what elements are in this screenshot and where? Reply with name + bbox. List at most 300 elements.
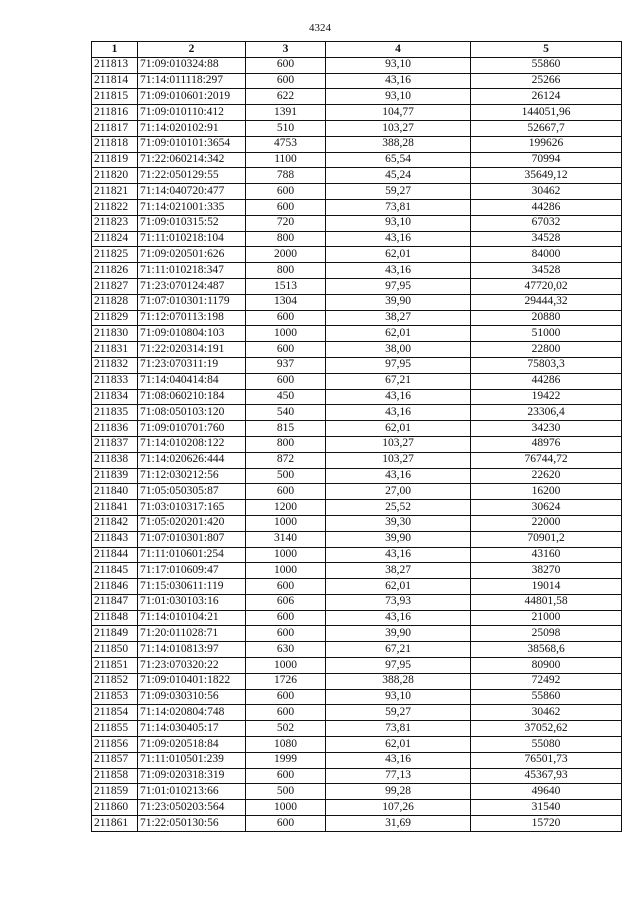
table-cell: 388,28 <box>326 136 471 152</box>
table-row <box>92 484 622 500</box>
table-cell: 71:11:010501:239 <box>138 752 246 768</box>
table-row <box>92 342 622 358</box>
table-body <box>92 57 622 831</box>
table-cell: 43,16 <box>326 405 471 421</box>
table-row <box>92 310 622 326</box>
table-cell: 211853 <box>92 689 138 705</box>
table-cell: 71:05:050305:87 <box>138 484 246 500</box>
table-cell: 44801,58 <box>471 594 622 610</box>
table-cell: 600 <box>246 310 326 326</box>
table-row <box>92 673 622 689</box>
table-row <box>92 215 622 231</box>
table-cell: 71:09:010804:103 <box>138 326 246 342</box>
table-cell: 70994 <box>471 152 622 168</box>
table-cell: 211819 <box>92 152 138 168</box>
table-cell: 211857 <box>92 752 138 768</box>
table-cell: 211830 <box>92 326 138 342</box>
table-cell: 34528 <box>471 231 622 247</box>
table-cell: 71:23:070124:487 <box>138 278 246 294</box>
table-cell: 510 <box>246 120 326 136</box>
table-row <box>92 326 622 342</box>
table-cell: 1391 <box>246 105 326 121</box>
table-cell: 71:09:010110:412 <box>138 105 246 121</box>
table-cell: 211833 <box>92 373 138 389</box>
table-row <box>92 468 622 484</box>
table-cell: 22800 <box>471 342 622 358</box>
table-cell: 76744,72 <box>471 452 622 468</box>
table-cell: 107,26 <box>326 800 471 816</box>
table-header-row <box>92 42 622 58</box>
table-cell: 71:14:010208:122 <box>138 436 246 452</box>
table-row <box>92 579 622 595</box>
table-cell: 38270 <box>471 563 622 579</box>
table-cell: 211836 <box>92 421 138 437</box>
table-cell: 43,16 <box>326 231 471 247</box>
table-cell: 43160 <box>471 547 622 563</box>
table-cell: 55860 <box>471 57 622 73</box>
table-cell: 55080 <box>471 737 622 753</box>
table-cell: 71:23:070311:19 <box>138 357 246 373</box>
table-cell: 15720 <box>471 816 622 832</box>
table-cell: 97,95 <box>326 658 471 674</box>
table-row <box>92 563 622 579</box>
table-cell: 59,27 <box>326 705 471 721</box>
table-cell: 630 <box>246 642 326 658</box>
table-row <box>92 294 622 310</box>
table-cell: 39,90 <box>326 531 471 547</box>
table-cell: 872 <box>246 452 326 468</box>
table-cell: 93,10 <box>326 57 471 73</box>
table-row <box>92 231 622 247</box>
table-cell: 1513 <box>246 278 326 294</box>
table-cell: 600 <box>246 342 326 358</box>
table-row <box>92 768 622 784</box>
table-cell: 71:09:010324:88 <box>138 57 246 73</box>
table-cell: 500 <box>246 468 326 484</box>
table-cell: 199626 <box>471 136 622 152</box>
table-cell: 600 <box>246 610 326 626</box>
table-cell: 71:09:030310:56 <box>138 689 246 705</box>
table-cell: 600 <box>246 199 326 215</box>
table-cell: 2000 <box>246 247 326 263</box>
table-cell: 211851 <box>92 658 138 674</box>
table-cell: 600 <box>246 184 326 200</box>
table-cell: 211826 <box>92 263 138 279</box>
table-cell: 600 <box>246 705 326 721</box>
table-row <box>92 73 622 89</box>
table-cell: 3140 <box>246 531 326 547</box>
table-row <box>92 199 622 215</box>
table-row <box>92 784 622 800</box>
table-cell: 1080 <box>246 737 326 753</box>
table-cell: 4753 <box>246 136 326 152</box>
table-cell: 211814 <box>92 73 138 89</box>
table-cell: 71:20:011028:71 <box>138 626 246 642</box>
table-cell: 67,21 <box>326 373 471 389</box>
table-cell: 21000 <box>471 610 622 626</box>
table-cell: 600 <box>246 768 326 784</box>
table-cell: 211834 <box>92 389 138 405</box>
table-cell: 30462 <box>471 705 622 721</box>
table-cell: 211852 <box>92 673 138 689</box>
table-cell: 22000 <box>471 515 622 531</box>
table-cell: 20880 <box>471 310 622 326</box>
table-cell: 211859 <box>92 784 138 800</box>
table-cell: 211822 <box>92 199 138 215</box>
table-cell: 62,01 <box>326 326 471 342</box>
table-cell: 71:22:060214:342 <box>138 152 246 168</box>
table-row <box>92 373 622 389</box>
table-cell: 84000 <box>471 247 622 263</box>
table-cell: 31540 <box>471 800 622 816</box>
table-cell: 43,16 <box>326 752 471 768</box>
table-cell: 1100 <box>246 152 326 168</box>
table-cell: 97,95 <box>326 278 471 294</box>
table-cell: 16200 <box>471 484 622 500</box>
table-cell: 71:08:060210:184 <box>138 389 246 405</box>
table-cell: 1000 <box>246 326 326 342</box>
table-cell: 62,01 <box>326 737 471 753</box>
table-cell: 600 <box>246 484 326 500</box>
table-row <box>92 689 622 705</box>
table-cell: 62,01 <box>326 579 471 595</box>
table-cell: 71:05:020201:420 <box>138 515 246 531</box>
table-cell: 51000 <box>471 326 622 342</box>
table-cell: 211813 <box>92 57 138 73</box>
table-cell: 71:09:010701:760 <box>138 421 246 437</box>
table-cell: 71:14:011118:297 <box>138 73 246 89</box>
table-cell: 211831 <box>92 342 138 358</box>
table-cell: 71:14:030405:17 <box>138 721 246 737</box>
table-cell: 211815 <box>92 89 138 105</box>
table-cell: 73,93 <box>326 594 471 610</box>
table-cell: 1000 <box>246 658 326 674</box>
table-cell: 450 <box>246 389 326 405</box>
table-cell: 1999 <box>246 752 326 768</box>
table-cell: 71:01:010213:66 <box>138 784 246 800</box>
table-cell: 800 <box>246 231 326 247</box>
table-cell: 43,16 <box>326 73 471 89</box>
table-cell: 800 <box>246 263 326 279</box>
column-header: 4 <box>326 42 471 58</box>
table-row <box>92 721 622 737</box>
table-cell: 71:22:020314:191 <box>138 342 246 358</box>
table-cell: 27,00 <box>326 484 471 500</box>
table-row <box>92 120 622 136</box>
table-cell: 25,52 <box>326 500 471 516</box>
table-cell: 71:17:010609:47 <box>138 563 246 579</box>
table-cell: 103,27 <box>326 120 471 136</box>
data-table <box>91 41 622 832</box>
table-cell: 211824 <box>92 231 138 247</box>
table-row <box>92 610 622 626</box>
table-cell: 38,27 <box>326 310 471 326</box>
table-row <box>92 642 622 658</box>
table-cell: 73,81 <box>326 721 471 737</box>
table-cell: 93,10 <box>326 89 471 105</box>
table-cell: 71:08:050103:120 <box>138 405 246 421</box>
table-cell: 211841 <box>92 500 138 516</box>
table-cell: 59,27 <box>326 184 471 200</box>
table-cell: 211843 <box>92 531 138 547</box>
table-cell: 71:14:020102:91 <box>138 120 246 136</box>
table-cell: 43,16 <box>326 468 471 484</box>
table-cell: 502 <box>246 721 326 737</box>
table-cell: 388,28 <box>326 673 471 689</box>
table-cell: 1000 <box>246 800 326 816</box>
table-row <box>92 531 622 547</box>
table-cell: 38568,6 <box>471 642 622 658</box>
table-cell: 1000 <box>246 547 326 563</box>
table-cell: 211820 <box>92 168 138 184</box>
table-cell: 103,27 <box>326 452 471 468</box>
table-cell: 144051,96 <box>471 105 622 121</box>
table-row <box>92 247 622 263</box>
table-cell: 71:09:010401:1822 <box>138 673 246 689</box>
table-cell: 43,16 <box>326 547 471 563</box>
table-cell: 606 <box>246 594 326 610</box>
table-cell: 211816 <box>92 105 138 121</box>
table-cell: 71:11:010218:347 <box>138 263 246 279</box>
table-cell: 1200 <box>246 500 326 516</box>
table-cell: 39,90 <box>326 294 471 310</box>
table-cell: 71:14:021001:335 <box>138 199 246 215</box>
table-cell: 43,16 <box>326 610 471 626</box>
page-number: 4324 <box>309 22 331 34</box>
table-cell: 600 <box>246 57 326 73</box>
table-cell: 211838 <box>92 452 138 468</box>
table-cell: 71:09:020318:319 <box>138 768 246 784</box>
table-cell: 67032 <box>471 215 622 231</box>
table-cell: 600 <box>246 73 326 89</box>
table-row <box>92 452 622 468</box>
table-cell: 39,90 <box>326 626 471 642</box>
table-cell: 211850 <box>92 642 138 658</box>
table-cell: 71:09:020518:84 <box>138 737 246 753</box>
table-row <box>92 136 622 152</box>
table-cell: 211821 <box>92 184 138 200</box>
table-cell: 19422 <box>471 389 622 405</box>
table-cell: 30462 <box>471 184 622 200</box>
table-row <box>92 547 622 563</box>
table-cell: 71:11:010218:104 <box>138 231 246 247</box>
table-cell: 211825 <box>92 247 138 263</box>
table-cell: 47720,02 <box>471 278 622 294</box>
table-row <box>92 658 622 674</box>
table-cell: 22620 <box>471 468 622 484</box>
table-cell: 77,13 <box>326 768 471 784</box>
table-cell: 104,77 <box>326 105 471 121</box>
table-cell: 788 <box>246 168 326 184</box>
table-cell: 34230 <box>471 421 622 437</box>
table-cell: 600 <box>246 689 326 705</box>
table-cell: 72492 <box>471 673 622 689</box>
table-cell: 48976 <box>471 436 622 452</box>
table-cell: 71:11:010601:254 <box>138 547 246 563</box>
table-row <box>92 57 622 73</box>
table-cell: 71:09:010101:3654 <box>138 136 246 152</box>
table-cell: 71:14:020626:444 <box>138 452 246 468</box>
table-cell: 211856 <box>92 737 138 753</box>
table-cell: 67,21 <box>326 642 471 658</box>
table-row <box>92 800 622 816</box>
table-cell: 211818 <box>92 136 138 152</box>
table-cell: 45367,93 <box>471 768 622 784</box>
table-cell: 211823 <box>92 215 138 231</box>
table-row <box>92 357 622 373</box>
table-cell: 211828 <box>92 294 138 310</box>
table-cell: 800 <box>246 436 326 452</box>
table-cell: 211827 <box>92 278 138 294</box>
table-row <box>92 168 622 184</box>
table-cell: 211832 <box>92 357 138 373</box>
table-cell: 93,10 <box>326 689 471 705</box>
table-cell: 45,24 <box>326 168 471 184</box>
table-row <box>92 263 622 279</box>
table-cell: 211842 <box>92 515 138 531</box>
table-cell: 211846 <box>92 579 138 595</box>
table-cell: 540 <box>246 405 326 421</box>
table-cell: 62,01 <box>326 247 471 263</box>
table-cell: 600 <box>246 626 326 642</box>
table-cell: 34528 <box>471 263 622 279</box>
table-cell: 31,69 <box>326 816 471 832</box>
table-row <box>92 152 622 168</box>
table-cell: 211848 <box>92 610 138 626</box>
table-row <box>92 594 622 610</box>
table-cell: 71:22:050130:56 <box>138 816 246 832</box>
table-cell: 937 <box>246 357 326 373</box>
table-cell: 720 <box>246 215 326 231</box>
table-cell: 26124 <box>471 89 622 105</box>
table-cell: 23306,4 <box>471 405 622 421</box>
table-cell: 71:23:050203:564 <box>138 800 246 816</box>
table-cell: 44286 <box>471 373 622 389</box>
column-header: 2 <box>138 42 246 58</box>
table-row <box>92 405 622 421</box>
table-cell: 71:09:020501:626 <box>138 247 246 263</box>
table-cell: 211817 <box>92 120 138 136</box>
table-cell: 1304 <box>246 294 326 310</box>
table-cell: 211861 <box>92 816 138 832</box>
table-row <box>92 421 622 437</box>
table-cell: 71:07:010301:807 <box>138 531 246 547</box>
table-cell: 71:09:010601:2019 <box>138 89 246 105</box>
table-cell: 99,28 <box>326 784 471 800</box>
table-row <box>92 105 622 121</box>
column-header: 1 <box>92 42 138 58</box>
table-cell: 211847 <box>92 594 138 610</box>
table-cell: 75803,3 <box>471 357 622 373</box>
table-cell: 71:09:010315:52 <box>138 215 246 231</box>
table-cell: 815 <box>246 421 326 437</box>
table-cell: 211845 <box>92 563 138 579</box>
table-cell: 211840 <box>92 484 138 500</box>
table-cell: 600 <box>246 579 326 595</box>
column-header: 3 <box>246 42 326 58</box>
table-cell: 62,01 <box>326 421 471 437</box>
table-cell: 600 <box>246 816 326 832</box>
table-cell: 103,27 <box>326 436 471 452</box>
table-cell: 71:22:050129:55 <box>138 168 246 184</box>
table-cell: 71:03:010317:165 <box>138 500 246 516</box>
table-cell: 211849 <box>92 626 138 642</box>
table-cell: 1000 <box>246 563 326 579</box>
table-cell: 71:07:010301:1179 <box>138 294 246 310</box>
table-cell: 71:23:070320:22 <box>138 658 246 674</box>
table-cell: 19014 <box>471 579 622 595</box>
table-cell: 52667,7 <box>471 120 622 136</box>
table-row <box>92 278 622 294</box>
table-cell: 71:01:030103:16 <box>138 594 246 610</box>
table-cell: 73,81 <box>326 199 471 215</box>
table-cell: 211837 <box>92 436 138 452</box>
table-cell: 70901,2 <box>471 531 622 547</box>
table-cell: 211860 <box>92 800 138 816</box>
table-cell: 211855 <box>92 721 138 737</box>
table-cell: 211844 <box>92 547 138 563</box>
table-row <box>92 436 622 452</box>
table-cell: 622 <box>246 89 326 105</box>
table-cell: 38,00 <box>326 342 471 358</box>
table-cell: 29444,32 <box>471 294 622 310</box>
table-row <box>92 626 622 642</box>
table-cell: 44286 <box>471 199 622 215</box>
table-cell: 25266 <box>471 73 622 89</box>
table-cell: 49640 <box>471 784 622 800</box>
table-row <box>92 752 622 768</box>
table-cell: 97,95 <box>326 357 471 373</box>
table-row <box>92 389 622 405</box>
table-cell: 211835 <box>92 405 138 421</box>
table-cell: 211829 <box>92 310 138 326</box>
table-row <box>92 816 622 832</box>
table-row <box>92 500 622 516</box>
table-cell: 1000 <box>246 515 326 531</box>
table-cell: 35649,12 <box>471 168 622 184</box>
table-row <box>92 184 622 200</box>
table-cell: 71:14:020804:748 <box>138 705 246 721</box>
table-cell: 600 <box>246 373 326 389</box>
table-row <box>92 515 622 531</box>
table-cell: 76501,73 <box>471 752 622 768</box>
table-cell: 43,16 <box>326 263 471 279</box>
table-cell: 65,54 <box>326 152 471 168</box>
column-header: 5 <box>471 42 622 58</box>
table-cell: 71:15:030611:119 <box>138 579 246 595</box>
table-cell: 25098 <box>471 626 622 642</box>
table-cell: 37052,62 <box>471 721 622 737</box>
table-cell: 39,30 <box>326 515 471 531</box>
table-cell: 1726 <box>246 673 326 689</box>
table-row <box>92 737 622 753</box>
table-cell: 71:14:040720:477 <box>138 184 246 200</box>
table-cell: 71:14:010813:97 <box>138 642 246 658</box>
table-cell: 93,10 <box>326 215 471 231</box>
table-cell: 55860 <box>471 689 622 705</box>
table-cell: 80900 <box>471 658 622 674</box>
table-cell: 71:12:070113:198 <box>138 310 246 326</box>
table-cell: 211854 <box>92 705 138 721</box>
table-cell: 71:14:040414:84 <box>138 373 246 389</box>
table-cell: 43,16 <box>326 389 471 405</box>
table-cell: 211839 <box>92 468 138 484</box>
table-cell: 71:12:030212:56 <box>138 468 246 484</box>
table-cell: 71:14:010104:21 <box>138 610 246 626</box>
table-row <box>92 705 622 721</box>
table-cell: 500 <box>246 784 326 800</box>
table-cell: 211858 <box>92 768 138 784</box>
